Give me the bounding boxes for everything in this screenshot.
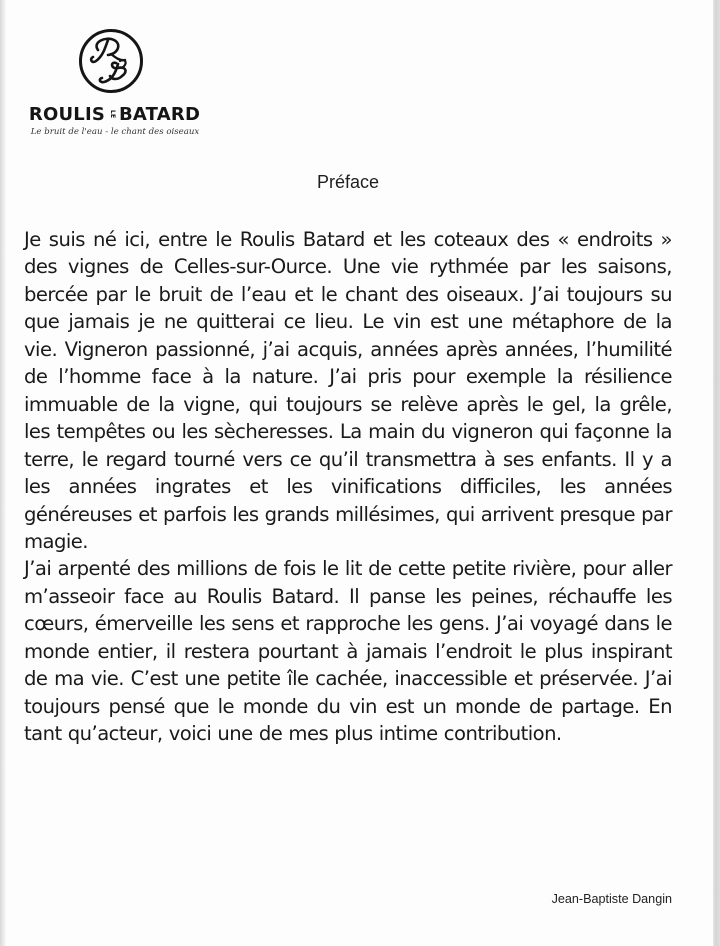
page-edge-left (0, 0, 6, 946)
wordmark-left: ROULIS (28, 103, 106, 125)
brand-logo (20, 25, 205, 145)
paragraph: J’ai arpenté des millions de fois le lit de cette petite rivière, pour aller m’asseoir face au Roulis Batard. Il panse les peines, réchauffe les cœurs, émerveille les sens et rapproche les gens. J’ai voyagé dans le monde entier, il restera pourtant à jamais l’endroit le plus inspirant de ma vie. C’est une petite île cachée, inaccessible et préservée. J’ai toujours pensé que le monde du vin est un monde de partage. En tant qu’acteur, voici une de mes plus intime contribution. (24, 557, 672, 746)
author-signature: Jean-Baptiste Dangin (551, 892, 672, 906)
page-title: Préface (316, 172, 380, 192)
wordmark-right: BATARD (119, 103, 201, 125)
brand-wordmark (22, 101, 207, 127)
monogram-emblem-icon (78, 28, 144, 94)
page-edge-right (713, 0, 720, 946)
brand-tagline: Le bruit de l'eau - le chant des oiseaux (30, 127, 200, 137)
paragraph: Je suis né ici, entre le Roulis Batard et les coteaux des « endroits » des vignes de Celles-sur-Ource. Une vie rythmée par les saisons, bercée par le bruit de l’eau et le chant des oiseaux. J’ai toujours su que jamais je ne quitterai ce lieu. Le vin est une métaphore de la vie. Vigneron passionné, j’ai acquis, années après années, l’humilité de l’homme face à la nature. J’ai pris pour exemple la résilience immuable de la vigne, qui toujours se relève après le gel, la grêle, les tempêtes ou les sècheresses. La main du vigneron qui façonne la terre, le regard tourné vers ce qu’il transmettra à ses enfants. Il y a les années ingrates et les vinifications difficiles, les années généreuses et parfois les grands millésimes, qui arrivent presque par magie. (24, 228, 672, 553)
preface-body (24, 226, 672, 748)
wordmark-le: LE (109, 110, 117, 119)
